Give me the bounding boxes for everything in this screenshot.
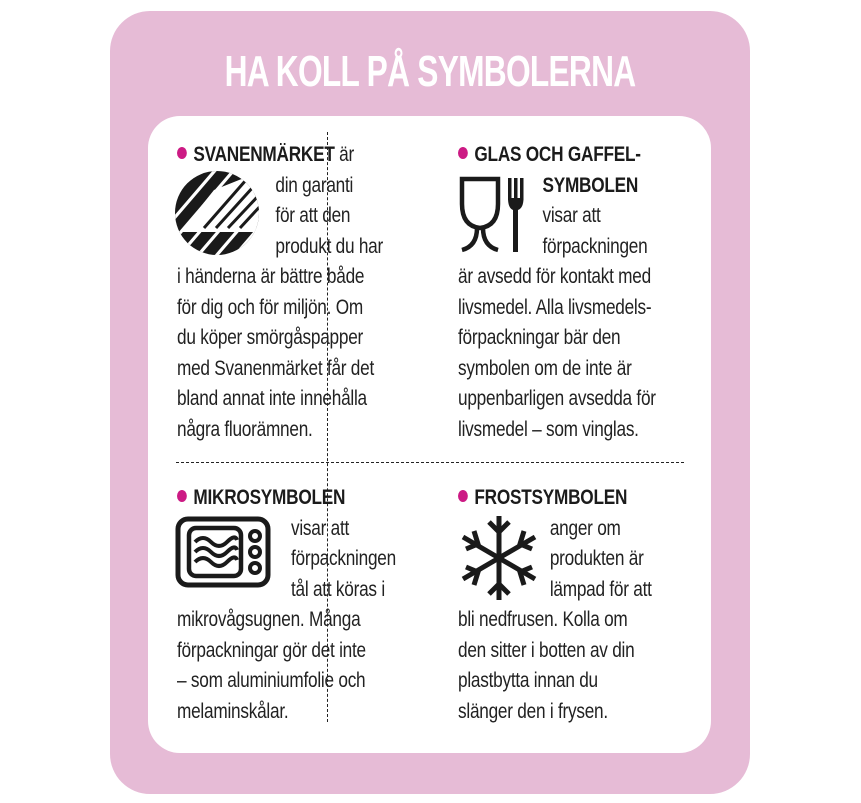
bullet-dot xyxy=(177,490,187,502)
bullet-dot xyxy=(458,490,468,502)
section-frost xyxy=(458,483,694,727)
bullet-dot xyxy=(177,147,187,159)
section-glas-gaffel xyxy=(458,140,699,445)
horizontal-divider xyxy=(176,462,684,463)
infobox-title: HA KOLL PÅ SYMBOLERNA xyxy=(224,47,636,96)
section-svanen xyxy=(177,140,428,445)
section-frost-text: FROSTSYMBOLEN anger om produkten är lämpad för att bli nedfrusen. Kolla om den sitter i botten av din plastbytta innan du slänger den i frysen. xyxy=(458,486,652,723)
section-mikro xyxy=(177,483,444,727)
section-heading-continued: SYMBOLEN xyxy=(542,173,639,197)
section-heading: FROSTSYMBOLEN xyxy=(474,486,628,509)
bullet-dot xyxy=(458,147,468,159)
section-glas-gaffel-text: GLAS OCH GAFFEL- SYMBOLEN visar att förpackningen är avsedd för kontakt med livsmedel. Alla livsmedels- förpackningar bär den symbolen om de inte är uppenbarligen avsedda för livsmedel – som vinglas. xyxy=(458,143,656,441)
section-heading: SVANENMÄRKET xyxy=(193,143,335,166)
section-svanen-text: SVANENMÄRKET är din garanti för att den produkt du har i händerna är bättre både för dig och för miljön. Om du köper smörgåspapper med Svanenmärket får det bland annat inte innehålla några fluorämnen. xyxy=(177,143,384,441)
section-mikro-text: MIKROSYMBOLEN visar att förpackningen tål att köras i mikrovågsugnen. Många förpackningar gör det inte – som aluminiumfolie och melaminskålar. xyxy=(177,486,396,723)
section-heading: GLAS OCH GAFFEL- xyxy=(474,143,641,166)
section-heading: MIKROSYMBOLEN xyxy=(193,486,346,509)
